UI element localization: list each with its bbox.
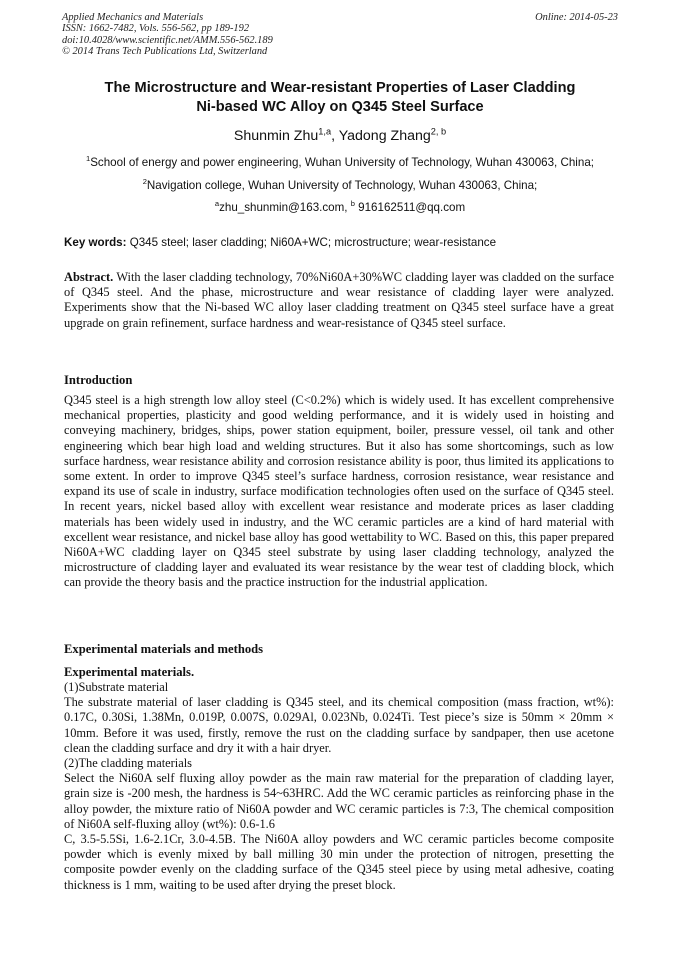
substrate-text: The substrate material of laser cladding is Q345 steel, and its chemical composition (mass fraction, wt%): 0.17C, 0.30Si, 1.38Mn, 0.019P, 0.007S, 0.029Al, 0.023Nb, 0.024Ti. Test piece’s size is 50mm × 20mm × 10mm. Before it was used, firstly, remove the rust on the cladding surface by sandpaper, then use acetone clean the cladding surface and dry it with a hair dryer. <box>64 695 614 755</box>
materials-subheading: Experimental materials. <box>64 665 195 679</box>
abstract-label: Abstract. <box>64 270 114 284</box>
email-a-sup: a <box>214 199 220 209</box>
introduction-heading: Introduction <box>64 373 133 387</box>
affiliation-1 <box>62 156 618 170</box>
author-2-sup: 2, b <box>430 126 447 137</box>
affiliation-2-sup: 2 <box>142 177 147 187</box>
affiliation-2-text: Navigation college, Wuhan University of Technology, Wuhan 430063, China; <box>146 179 538 192</box>
keywords <box>64 236 620 250</box>
abstract-text: With the laser cladding technology, 70%Ni60A+30%WC cladding layer was cladded on the surface of Q345 steel. And the phase, microstructure and wear resistance of cladding layer were analyzed. Experiments show that the Ni-based WC alloy laser cladding treatment on Q345 steel surface have a great upgrade on grain refinement, surface hardness and wear-resistance of Q345 steel surface. <box>64 270 614 330</box>
email-b: 916162511@qq.com <box>354 201 466 214</box>
emails <box>62 201 618 215</box>
author-1-sup: 1,a <box>318 126 332 137</box>
journal-header <box>62 12 618 58</box>
cladding-text-continued: C, 3.5-5.5Si, 1.6-2.1Cr, 3.0-4.5B. The Ni60A alloy powders and WC ceramic particles become composite powder which is evenly mixed by ball milling 30 min under the protection of nitrogen, presetting the composite powder evenly on the cladding surface of the Q345 steel piece by using metal adhesive, coating thickness is 1 mm, waiting to be used after drying the preset block. <box>64 832 614 892</box>
author-separator: , <box>331 128 339 144</box>
email-a: zhu_shunmin@163.com, <box>219 201 351 214</box>
paper-title <box>62 79 618 116</box>
affiliation-2 <box>62 179 618 193</box>
email-b-sup: b <box>350 199 355 209</box>
author-2: Yadong Zhang <box>338 128 431 144</box>
cladding-text: Select the Ni60A self fluxing alloy powder as the main raw material for the preparation of cladding layer, grain size is -200 mesh, the hardness is 54~63HRC. Add the WC ceramic particles as reinforcing phase in the alloy powder, the mixture ratio of Ni60A powder and WC ceramic particles is 7:3, The chemical composition of Ni60A self-fluxing alloy (wt%): 0.6-1.6 <box>64 771 614 831</box>
affiliation-1-text: School of energy and power engineering, Wuhan University of Technology, Wuhan 430063, China; <box>90 156 594 169</box>
substrate-label: (1)Substrate material <box>64 680 169 694</box>
doi: doi:10.4028/www.scientific.net/AMM.556-562.189 <box>62 34 273 46</box>
keywords-label: Key words: <box>64 236 127 249</box>
abstract <box>64 270 614 331</box>
copyright: © 2014 Trans Tech Publications Ltd, Switzerland <box>62 46 268 58</box>
online-date: Online: 2014-05-23 <box>535 12 618 23</box>
title-line-1: The Microstructure and Wear-resistant Properties of Laser Cladding <box>104 80 576 96</box>
issn: ISSN: 1662-7482, Vols. 556-562, pp 189-192 <box>62 23 250 35</box>
cladding-label: (2)The cladding materials <box>64 756 192 771</box>
affiliation-1-sup: 1 <box>86 154 91 164</box>
keywords-text: Q345 steel; laser cladding; Ni60A+WC; microstructure; wear-resistance <box>126 236 497 249</box>
journal-name: Applied Mechanics and Materials <box>62 12 204 23</box>
title-line-2: Ni-based WC Alloy on Q345 Steel Surface <box>196 98 484 115</box>
authors <box>62 127 618 145</box>
introduction-text: Q345 steel is a high strength low alloy steel (C<0.2%) which is widely used. It has excellent comprehensive mechanical properties, plasticity and good welding performance, and it is widely used in hoisting and conveying machinery, bridges, ships, power station equipment, boiler, pressure vessel, oil tank and other engineering which bear high load and welding structures. But it also has some shortcomings, such as low surface hardness, wear resistance ability and corrosion resistance ability is poor, thus limited its applications to some extent. In order to improve Q345 steel’s surface hardness, corrosion resistance, wear resistance and expand its use of scale in industry, surface modification technologies often used on the surface of Q345 steel. In recent years, nickel based alloy with excellent wear resistance and moderate prices as laser cladding materials has been widely used in industry, and the WC ceramic particles are a kind of hard material with excellent wear resistance, and nickel base alloy has good wettability to WC. Based on this, this paper prepared Ni60A+WC cladding layer on Q345 steel substrate by using laser cladding technology, analyzed the microstructure of cladding layer and evaluated its wear resistance by the wear test of cladding block, which can provide the theory basis and the practice instruction for the industrial application. <box>64 393 614 590</box>
author-1: Shunmin Zhu <box>233 128 319 144</box>
methods-heading: Experimental materials and methods <box>64 642 264 656</box>
methods-section <box>64 642 614 893</box>
introduction-section <box>64 373 614 591</box>
